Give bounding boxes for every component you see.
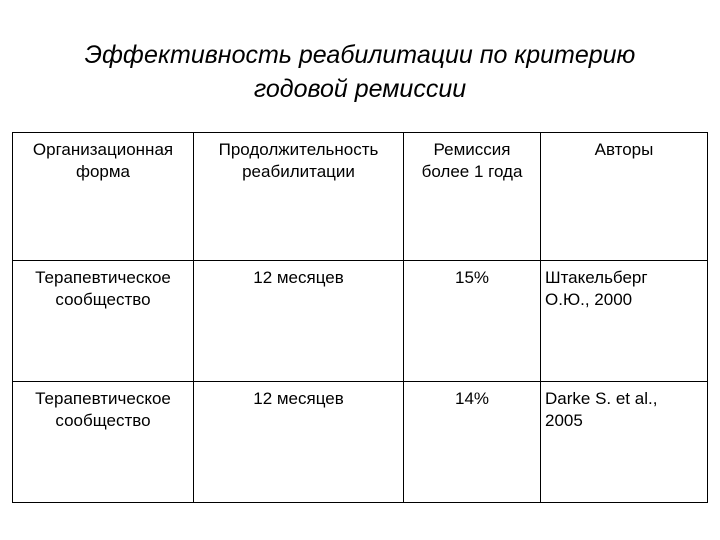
row-1-authors-cell — [541, 261, 708, 382]
header-cell-duration — [194, 133, 404, 261]
header-cell-remission — [404, 133, 541, 261]
header-cell-form — [13, 133, 194, 261]
row-2-form-line-2: сообщество — [55, 411, 151, 430]
row-1-form-line-1: Терапевтическое — [35, 268, 171, 287]
header-form-line-2: форма — [75, 162, 131, 181]
row-1-duration-cell: 12 месяцев — [194, 261, 404, 382]
row-1-remission-cell: 15% — [404, 261, 541, 382]
row-1-form-cell — [13, 261, 194, 382]
slide-title — [0, 38, 720, 106]
header-form-line-1: Организационная — [32, 140, 174, 159]
slide-title-line-1: Эффективность реабилитации по критерию — [84, 41, 636, 69]
table-row — [13, 382, 708, 503]
row-2-authors-line-1: Darke S. et al., — [545, 389, 658, 408]
remission-table — [12, 132, 708, 503]
header-remission-line-2: более 1 года — [421, 162, 523, 181]
table-header-row — [13, 133, 708, 261]
header-duration-line-2: реабилитации — [242, 162, 355, 181]
header-duration-line-1: Продолжительность — [218, 140, 379, 159]
table-row — [13, 261, 708, 382]
row-1-form-line-2: сообщество — [55, 290, 151, 309]
row-2-authors-line-2: 2005 — [545, 411, 583, 430]
row-2-form-line-1: Терапевтическое — [35, 389, 171, 408]
slide-title-line-2: годовой ремиссии — [253, 75, 467, 103]
header-authors-line-1: Авторы — [594, 140, 654, 159]
header-cell-authors — [541, 133, 708, 261]
row-1-authors-line-2: О.Ю., 2000 — [545, 290, 633, 309]
row-2-authors-cell — [541, 382, 708, 503]
row-1-authors-line-1: Штакельберг — [545, 268, 648, 287]
header-remission-line-1: Ремиссия — [433, 140, 511, 159]
row-2-form-cell — [13, 382, 194, 503]
row-2-duration-cell: 12 месяцев — [194, 382, 404, 503]
row-2-remission-cell: 14% — [404, 382, 541, 503]
